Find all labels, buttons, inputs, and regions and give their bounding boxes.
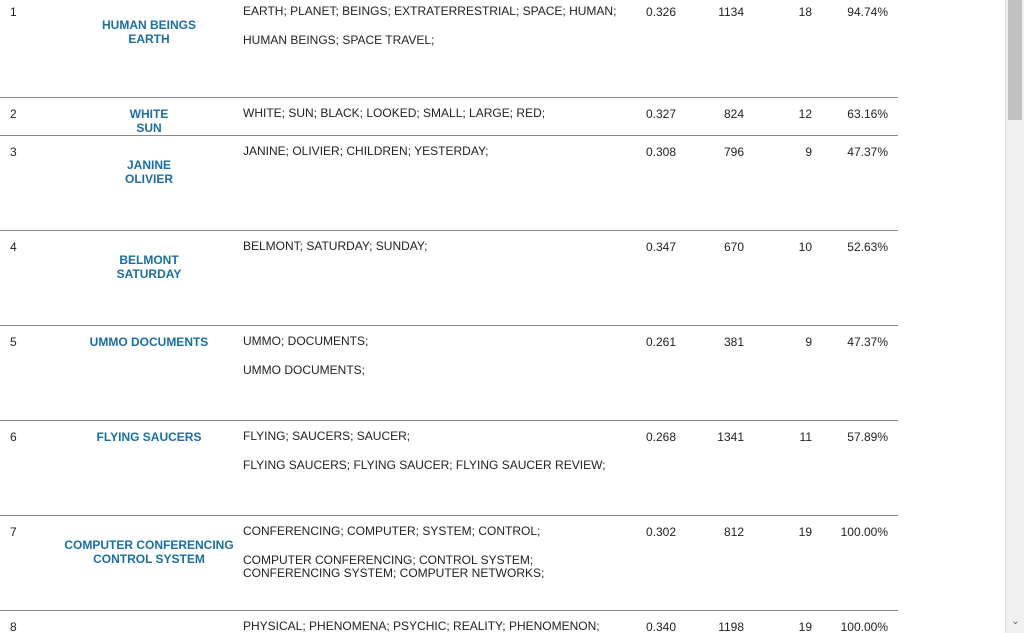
terms-cell [238,97,630,135]
terms-cell [238,515,630,610]
cluster-label-line: COMPUTER CONFERENCING [64,537,234,552]
percent-value: 100.00% [833,515,898,610]
term-list: HUMAN BEINGS; SPACE TRAVEL; [243,33,435,47]
cluster-label-line: OLIVIER [124,171,173,186]
row-number: 3 [0,135,60,230]
score-value: 0.261 [630,325,698,420]
percent-value: 100.00% [840,619,888,633]
vertical-scrollbar[interactable] [1005,0,1024,633]
cluster-label-line: JANINE [126,157,171,172]
score-value: 0.308 [630,135,698,230]
term-list: FLYING; SAUCERS; SAUCER; [243,428,411,443]
term-list: PHYSICAL; PHENOMENA; PSYCHIC; REALITY; PHENOMENON; [243,618,600,633]
count-value: 10 [768,230,833,325]
percent-value: 94.74% [833,0,898,97]
terms-cell [238,325,630,420]
count-value: 19 [798,619,812,633]
row-number: 6 [0,420,60,515]
cluster-cell [60,515,238,610]
cluster-label-link[interactable] [60,136,238,186]
row-number: 2 [0,97,60,135]
percent-value: 57.89% [833,420,898,515]
table-row [0,230,898,325]
docs-value: 1341 [698,420,768,515]
cluster-label-link[interactable] [60,231,238,281]
score-value: 0.302 [630,515,698,610]
cluster-cell [60,97,238,135]
count-value: 19 [768,515,833,610]
term-list: EARTH; PLANET; BEINGS; EXTRATERRESTRIAL; SPACE; HUMAN; [243,4,617,18]
term-list: COMPUTER CONFERENCING; CONTROL SYSTEM; CONFERENCING SYSTEM; COMPUTER NETWORKS; [243,552,545,580]
cluster-label-link[interactable] [60,0,238,46]
term-list: FLYING SAUCERS; FLYING SAUCER; FLYING SAUCER REVIEW; [243,457,606,472]
table-row [0,325,898,420]
table-row [0,610,898,633]
cluster-label-line: SATURDAY [116,266,182,281]
terms-cell [238,610,630,633]
cluster-label-line: WHITE [129,106,169,121]
docs-value: 1198 [718,619,744,633]
table-row [0,515,898,610]
table-row [0,0,898,97]
docs-value: 1134 [698,0,768,97]
terms-cell [238,0,630,97]
score-value: 0.340 [645,619,676,633]
score-value: 0.327 [630,97,698,135]
percent-value: 47.37% [833,325,898,420]
cluster-cell [60,610,238,633]
percent-value: 52.63% [833,230,898,325]
count-value: 9 [768,135,833,230]
table-row [0,97,898,135]
count-value: 12 [768,97,833,135]
cluster-label-line: BELMONT [119,252,179,267]
row-number: 8 [10,619,17,633]
score-value: 0.268 [630,420,698,515]
table-row [0,420,898,515]
terms-cell [238,420,630,515]
docs-value: 824 [698,97,768,135]
cluster-label-link[interactable] [60,326,238,349]
cluster-cell [60,135,238,230]
scrollbar-thumb[interactable] [1008,0,1022,120]
percent-value: 63.16% [833,97,898,135]
cluster-label-link[interactable] [60,421,238,444]
docs-value: 796 [698,135,768,230]
cluster-label-line: FLYING SAUCERS [96,429,202,444]
row-number: 7 [0,515,60,610]
score-value: 0.326 [630,0,698,97]
cluster-label-line: EARTH [128,32,170,46]
docs-value: 812 [698,515,768,610]
term-list: CONFERENCING; COMPUTER; SYSTEM; CONTROL; [243,523,541,538]
docs-value: 381 [698,325,768,420]
cluster-cell [60,325,238,420]
docs-value: 670 [698,230,768,325]
row-number: 4 [0,230,60,325]
cluster-label-line: HUMAN BEINGS [101,18,196,32]
cluster-label-line: SUN [136,120,162,135]
term-list: JANINE; OLIVIER; CHILDREN; YESTERDAY; [243,143,489,158]
row-number: 5 [0,325,60,420]
count-value: 9 [768,325,833,420]
cluster-label-link[interactable] [60,516,238,566]
term-list: BELMONT; SATURDAY; SUNDAY; [243,238,428,253]
cluster-label-line: CONTROL SYSTEM [93,551,205,566]
terms-cell [238,135,630,230]
cluster-cell [60,0,238,97]
terms-cell [238,230,630,325]
cluster-label-link[interactable] [60,98,238,135]
count-value: 11 [768,420,833,515]
term-list: WHITE; SUN; BLACK; LOOKED; SMALL; LARGE; RED; [243,105,546,120]
table-row [0,135,898,230]
percent-value: 47.37% [833,135,898,230]
score-value: 0.347 [630,230,698,325]
cluster-cell [60,230,238,325]
chevron-down-icon[interactable]: ⌄ [1011,616,1020,627]
count-value: 18 [768,0,833,97]
term-list: UMMO DOCUMENTS; [243,362,365,377]
term-list: UMMO; DOCUMENTS; [243,333,369,348]
row-number: 1 [0,0,60,97]
cluster-label-line: UMMO DOCUMENTS [89,334,209,349]
cluster-cell [60,420,238,515]
